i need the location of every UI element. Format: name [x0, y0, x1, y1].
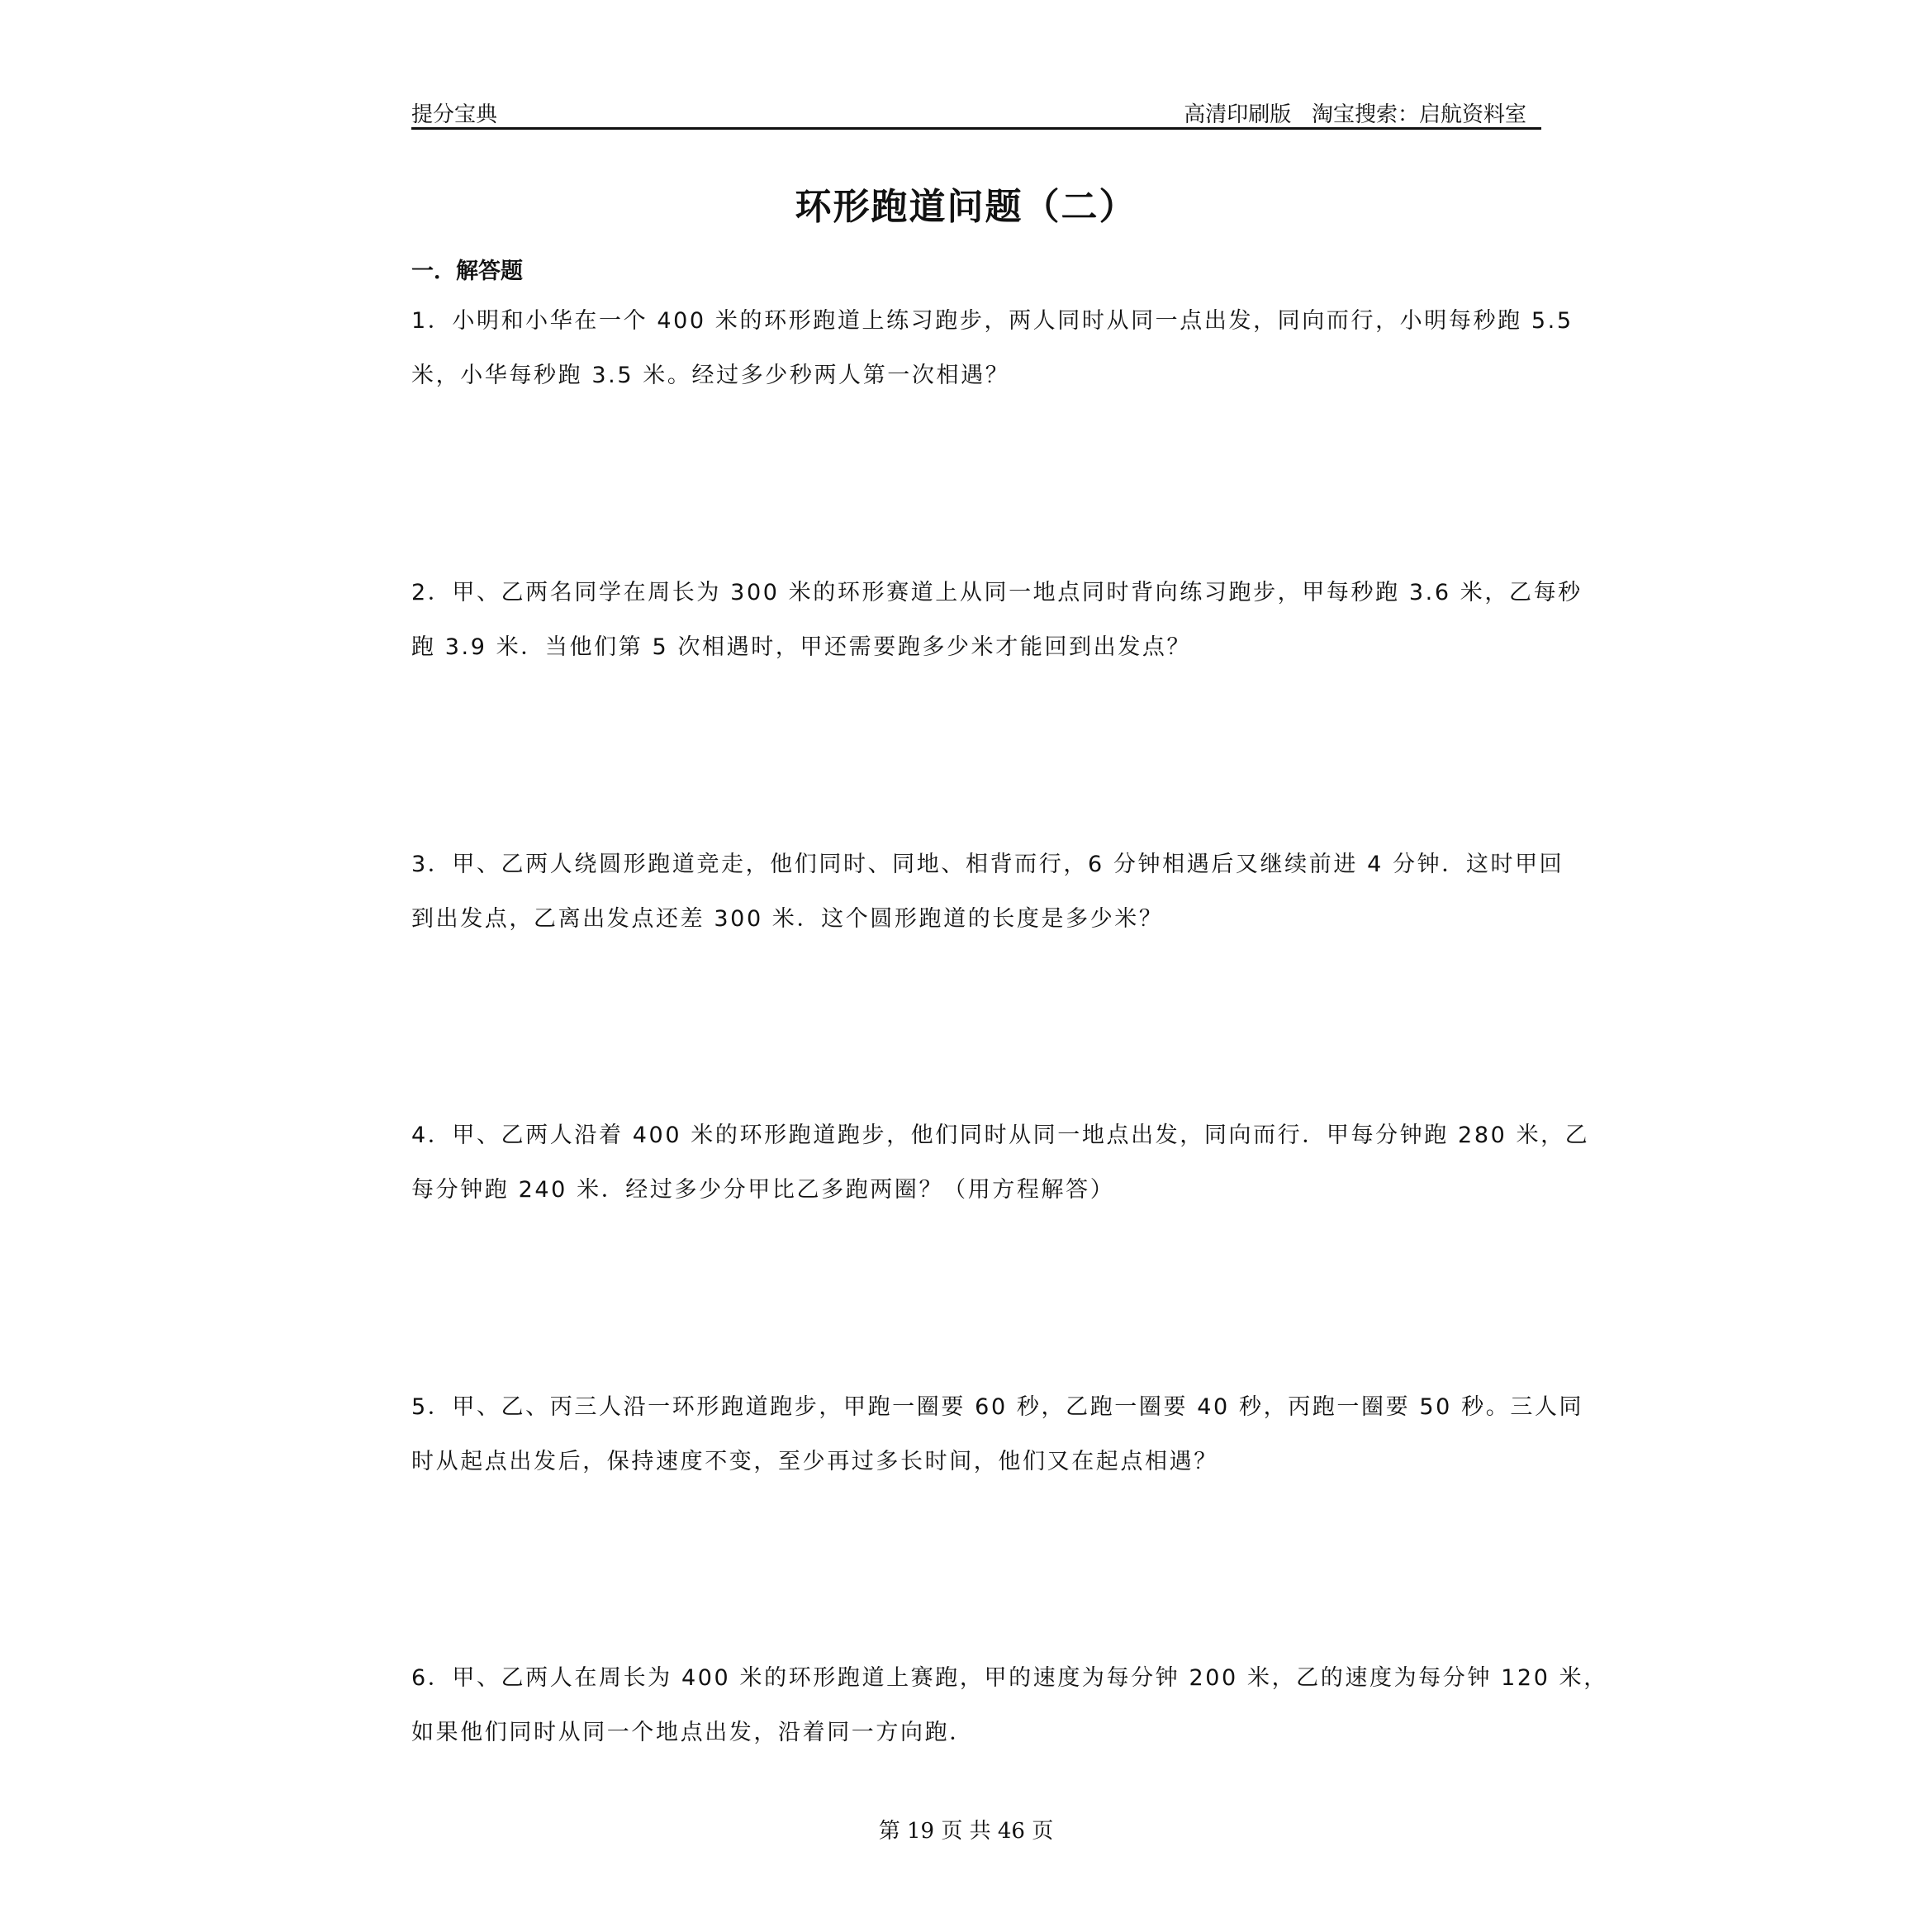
- question-6-line-2: 如果他们同时从同一个地点出发，沿着同一方向跑．: [411, 1720, 974, 1745]
- question-6: [411, 1651, 1608, 1760]
- question-2: [411, 566, 1583, 675]
- question-5-line-1: 5．甲、乙、丙三人沿一环形跑道跑步，甲跑一圈要 60 秒，乙跑一圈要 40 秒，丙跑一圈要 50 秒。三人同: [411, 1394, 1584, 1420]
- question-4: [411, 1108, 1590, 1218]
- question-2-line-1: 2．甲、乙两名同学在周长为 300 米的环形赛道上从同一地点同时背向练习跑步，甲每秒跑 3.6 米，乙每秒: [411, 580, 1583, 605]
- page-footer: 第 19 页 共 46 页: [878, 1819, 1054, 1844]
- section-heading: 一．解答题: [411, 259, 523, 284]
- question-5: [411, 1380, 1584, 1489]
- question-5-line-2: 时从起点出发后，保持速度不变，至少再过多长时间，他们又在起点相遇？: [411, 1449, 1218, 1474]
- question-3-line-1: 3．甲、乙两人绕圆形跑道竞走，他们同时、同地、相背而行，6 分钟相遇后又继续前进 4 分钟．这时甲回: [411, 852, 1564, 877]
- question-4-line-1: 4．甲、乙两人沿着 400 米的环形跑道跑步，他们同时从同一地点出发，同向而行．甲每分钟跑 280 米，乙: [411, 1123, 1590, 1148]
- question-2-line-2: 跑 3.9 米．当他们第 5 次相遇时，甲还需要跑多少米才能回到出发点？: [411, 634, 1192, 660]
- page-header: [411, 93, 1541, 130]
- question-3: [411, 838, 1564, 947]
- question-3-line-2: 到出发点，乙离出发点还差 300 米．这个圆形跑道的长度是多少米？: [411, 906, 1164, 932]
- question-4-line-2: 每分钟跑 240 米．经过多少分甲比乙多跑两圈？（用方程解答）: [411, 1177, 1115, 1203]
- question-6-line-1: 6．甲、乙两人在周长为 400 米的环形跑道上赛跑，甲的速度为每分钟 200 米，乙的速度为每分钟 120 米，: [411, 1665, 1608, 1691]
- question-1-line-1: 1．小明和小华在一个 400 米的环形跑道上练习跑步，两人同时从同一点出发，同向而行，小明每秒跑 5.5: [411, 308, 1574, 334]
- question-1-line-2: 米，小华每秒跑 3.5 米。经过多少秒两人第一次相遇？: [411, 363, 1010, 388]
- header-brand: 提分宝典: [411, 102, 498, 127]
- header-shop-info: 高清印刷版 淘宝搜索：启航资料室: [1184, 102, 1526, 127]
- page-title: 环形跑道问题（二）: [795, 186, 1137, 228]
- question-1: [411, 294, 1574, 403]
